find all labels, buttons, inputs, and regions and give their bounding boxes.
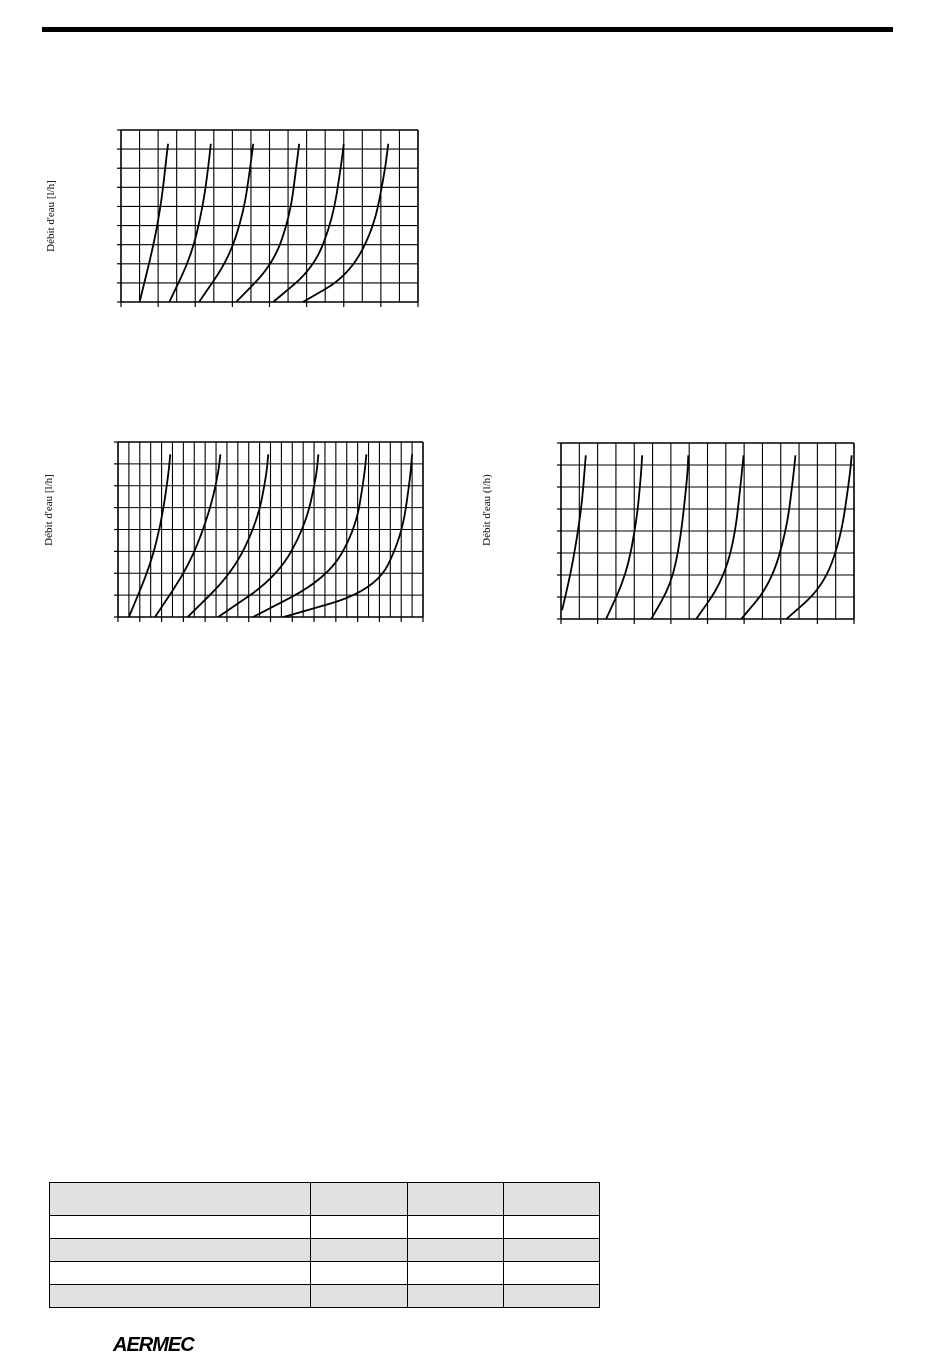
table-cell	[50, 1216, 311, 1239]
table-cell	[408, 1183, 504, 1216]
chart2-ylabel: Débit d'eau [l/h]	[43, 474, 55, 546]
chart3-ylabel: Débit d'eau (l/h)	[481, 474, 493, 546]
series-line-6	[303, 144, 388, 302]
table-row	[50, 1262, 600, 1285]
table-cell	[504, 1239, 600, 1262]
series-line-2	[606, 455, 642, 619]
table-cell	[408, 1216, 504, 1239]
table-cell	[311, 1183, 408, 1216]
table-cell	[311, 1239, 408, 1262]
table-cell	[50, 1239, 311, 1262]
table-row	[50, 1239, 600, 1262]
table-cell	[408, 1285, 504, 1308]
series-line-1	[140, 144, 169, 302]
series-line-4	[236, 144, 299, 302]
aermec-logo: AERMEC	[113, 1334, 194, 1356]
table-cell	[408, 1239, 504, 1262]
table-cell	[50, 1285, 311, 1308]
chart-3	[557, 443, 854, 624]
table-cell	[504, 1262, 600, 1285]
table-cell	[311, 1262, 408, 1285]
table-cell	[311, 1285, 408, 1308]
series-line-1	[562, 455, 586, 610]
series-line-6	[786, 455, 851, 619]
table-cell	[408, 1262, 504, 1285]
series-line-2	[155, 454, 220, 617]
table-cell	[50, 1262, 311, 1285]
table-row	[50, 1183, 600, 1216]
series-line-3	[199, 144, 253, 302]
chart-2	[114, 442, 423, 622]
series-line-5	[741, 455, 795, 619]
table-cell	[504, 1183, 600, 1216]
specs-table	[49, 1182, 600, 1308]
series-line-1	[129, 454, 170, 617]
series-line-4	[696, 455, 743, 619]
table-cell	[504, 1216, 600, 1239]
chart1-ylabel: Débit d'eau [l/h]	[45, 180, 57, 252]
table-cell	[50, 1183, 311, 1216]
series-line-3	[651, 455, 688, 619]
table-row	[50, 1216, 600, 1239]
series-line-5	[273, 144, 344, 302]
chart-1	[117, 130, 418, 307]
table-cell	[311, 1216, 408, 1239]
series-line-2	[169, 144, 211, 302]
table-cell	[504, 1285, 600, 1308]
table-row	[50, 1285, 600, 1308]
